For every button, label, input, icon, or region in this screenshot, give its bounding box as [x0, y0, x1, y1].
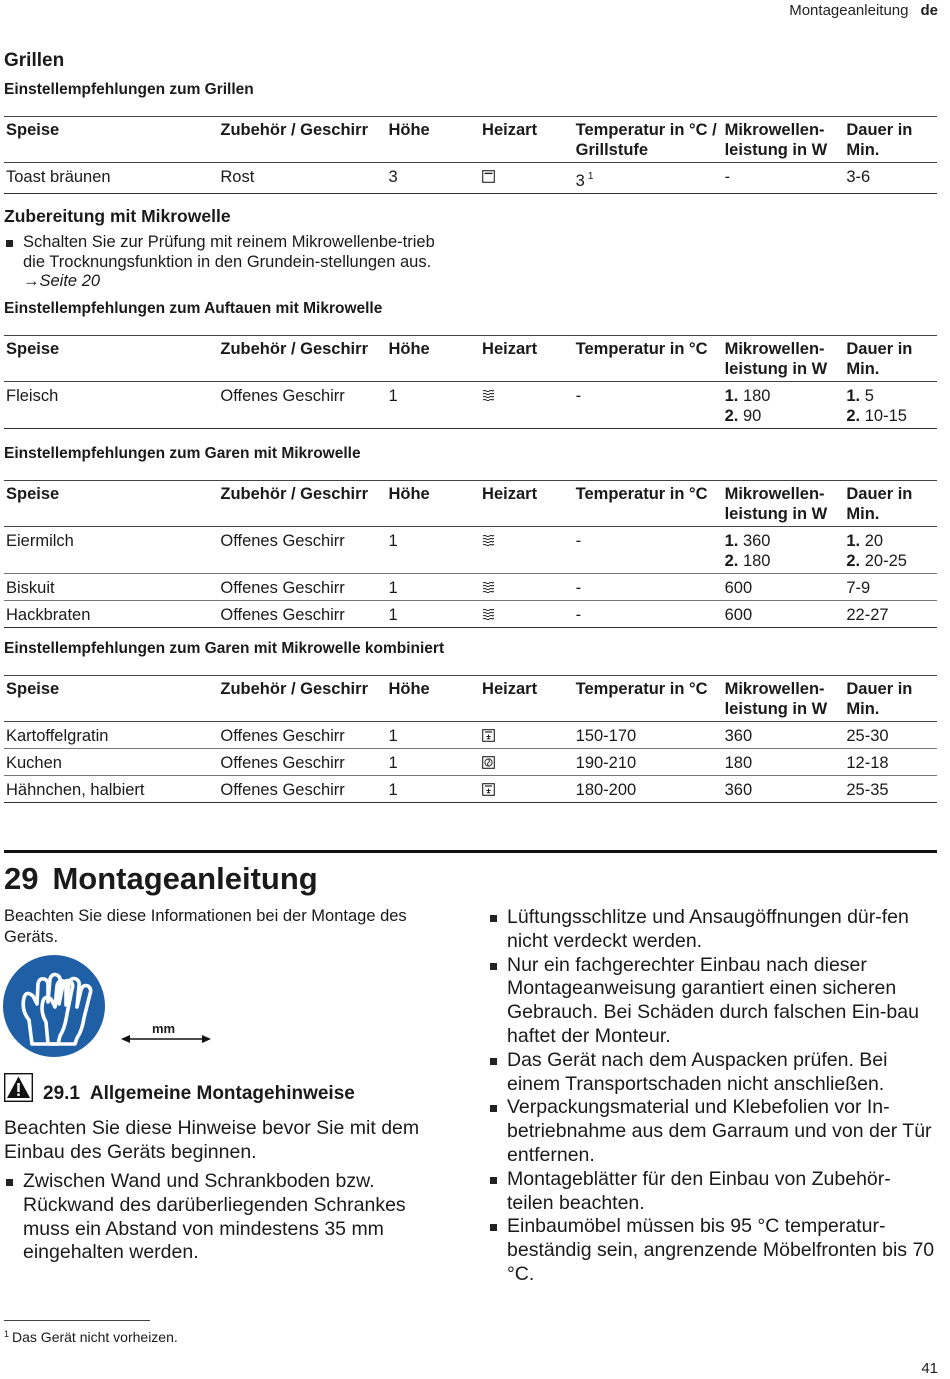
cell-mikrowellenleistung: 600: [723, 574, 845, 601]
table-header-row: [4, 117, 937, 163]
step-value: 20-25: [864, 552, 907, 570]
step-value: 5: [864, 387, 874, 405]
cell-zubehoer: Offenes Geschirr: [218, 776, 386, 803]
cell-temperatur: -: [574, 574, 723, 601]
hot-air-icon: [482, 756, 495, 769]
chapter-divider: [4, 850, 937, 853]
list-item: Verpackungsmaterial und Klebefolien vor In-betriebnahme aus dem Garraum und von der Tür entfernen.: [488, 1096, 937, 1167]
step-value: 360: [742, 532, 771, 550]
cell-dauer: 25-30: [844, 722, 937, 749]
cell-mikrowellenleistung: 360: [723, 722, 845, 749]
cell-speise: Hackbraten: [4, 601, 218, 628]
page-reference-text: Seite 20: [39, 272, 101, 290]
step-value: 10-15: [864, 407, 907, 425]
step-label: 2.: [724, 552, 739, 570]
grill-table: [4, 116, 937, 194]
col-hoehe: Höhe: [386, 336, 480, 382]
grill-heading: Grillen: [4, 50, 65, 71]
microwave-bullet-list: [4, 233, 444, 292]
cell-temperatur: 150-170: [574, 722, 723, 749]
chapter-title: [4, 861, 318, 897]
footnote: [4, 1329, 178, 1345]
table-row: [4, 382, 937, 429]
cell-dauer: 22-27: [844, 601, 937, 628]
col-heizart: Heizart: [480, 481, 574, 527]
col-hoehe: Höhe: [386, 481, 480, 527]
cell-hoehe: 1: [386, 574, 480, 601]
col-zubehoer: Zubehör / Geschirr: [218, 336, 386, 382]
microwave-note: Schalten Sie zur Prüfung mit reinem Mikrowellenbe-trieb die Trocknungsfunktion in den Grundein-stellungen aus.: [23, 233, 435, 271]
table-row: [4, 722, 937, 749]
list-item: Lüftungsschlitze und Ansaugöffnungen dür-fen nicht verdeckt werden.: [488, 906, 937, 954]
step-label: 1.: [724, 387, 739, 405]
footnote-rule: [4, 1320, 150, 1321]
cell-heizart: [480, 527, 574, 574]
defrost-table: [4, 335, 937, 429]
cell-temperatur: [574, 163, 723, 194]
arrow-right-icon: →: [23, 272, 40, 290]
cook-table: [4, 480, 937, 628]
cell-heizart: [480, 722, 574, 749]
cell-zubehoer: Offenes Geschirr: [218, 527, 386, 574]
cook-table-title: Einstellempfehlungen zum Garen mit Mikrowelle: [4, 445, 361, 462]
col-temperatur: Temperatur in °C: [574, 336, 723, 382]
cell-zubehoer: Offenes Geschirr: [218, 749, 386, 776]
col-mikrowellenleistung: Mikrowellen-leistung in W: [723, 676, 845, 722]
col-speise: Speise: [4, 481, 218, 527]
cell-zubehoer: Offenes Geschirr: [218, 382, 386, 429]
cell-mikrowellenleistung: 180: [723, 749, 845, 776]
col-zubehoer: Zubehör / Geschirr: [218, 481, 386, 527]
dimension-unit-label: mm: [152, 1021, 176, 1036]
grill-table-title: Einstellempfehlungen zum Grillen: [4, 81, 254, 98]
combi-table: [4, 675, 937, 803]
cell-temperatur: 190-210: [574, 749, 723, 776]
cell-speise: Fleisch: [4, 382, 218, 429]
combi-table-title: Einstellempfehlungen zum Garen mit Mikrowelle kombiniert: [4, 640, 445, 657]
footnote-mark: 1: [4, 1329, 10, 1339]
col-hoehe: Höhe: [386, 117, 480, 163]
running-header-section: Montageanleitung: [789, 2, 909, 19]
cell-speise: Eiermilch: [4, 527, 218, 574]
section-intro: Beachten Sie diese Hinweise bevor Sie mit dem Einbau des Geräts beginnen.: [4, 1117, 420, 1163]
cell-hoehe: 1: [386, 527, 480, 574]
step-value: 20: [864, 532, 884, 550]
footnote-reference: 1: [587, 171, 594, 182]
list-item: Nur ein fachgerechter Einbau nach dieser Montageanweisung garantiert einen sicheren Gebrauch. Bei Schäden durch falschen Ein-bau haftet der Monteur.: [488, 954, 937, 1049]
col-temperatur: Temperatur in °C: [574, 676, 723, 722]
cell-hoehe: 1: [386, 749, 480, 776]
col-dauer: Dauer in Min.: [844, 481, 937, 527]
cell-hoehe: 1: [386, 601, 480, 628]
cell-heizart: [480, 749, 574, 776]
col-speise: Speise: [4, 676, 218, 722]
grill-icon: [482, 170, 495, 183]
warning-icon: [4, 1073, 33, 1102]
list-item: [4, 233, 444, 292]
col-speise: Speise: [4, 117, 218, 163]
cell-speise: Toast bräunen: [4, 163, 218, 194]
cell-heizart: [480, 601, 574, 628]
grill-fan-icon: [482, 783, 495, 796]
col-temperatur: Temperatur in °C / Grillstufe: [574, 117, 723, 163]
cell-mikrowellenleistung: [723, 527, 845, 574]
page-reference-link[interactable]: [23, 272, 100, 290]
cell-zubehoer: Offenes Geschirr: [218, 601, 386, 628]
col-speise: Speise: [4, 336, 218, 382]
table-header-row: [4, 336, 937, 382]
col-mikrowellenleistung: Mikrowellen-leistung in W: [723, 117, 845, 163]
cell-mikrowellenleistung: [723, 382, 845, 429]
table-row: [4, 749, 937, 776]
step-label: 1.: [846, 532, 861, 550]
step-label: 2.: [724, 407, 739, 425]
cell-hoehe: 3: [386, 163, 480, 194]
cell-temperatur: 180-200: [574, 776, 723, 803]
cell-dauer: 3-6: [844, 163, 937, 194]
cell-dauer: 7-9: [844, 574, 937, 601]
cell-speise: Hähnchen, halbiert: [4, 776, 218, 803]
col-hoehe: Höhe: [386, 676, 480, 722]
microwave-icon: [482, 581, 495, 594]
running-header: [789, 2, 938, 19]
cell-heizart: [480, 382, 574, 429]
col-dauer: Dauer in Min.: [844, 676, 937, 722]
cell-zubehoer: Offenes Geschirr: [218, 574, 386, 601]
col-heizart: Heizart: [480, 676, 574, 722]
wear-gloves-icon: [2, 954, 106, 1058]
microwave-icon: [482, 389, 495, 402]
cell-dauer: 12-18: [844, 749, 937, 776]
microwave-heading: Zubereitung mit Mikrowelle: [4, 206, 231, 226]
col-temperatur: Temperatur in °C: [574, 481, 723, 527]
cell-heizart: [480, 574, 574, 601]
cell-hoehe: 1: [386, 776, 480, 803]
section-number: 29.1: [43, 1083, 80, 1104]
step-value: 180: [742, 552, 771, 570]
col-mikrowellenleistung: Mikrowellen-leistung in W: [723, 481, 845, 527]
cell-dauer: 25-35: [844, 776, 937, 803]
cell-temperatur: -: [574, 527, 723, 574]
col-heizart: Heizart: [480, 117, 574, 163]
col-mikrowellenleistung: Mikrowellen-leistung in W: [723, 336, 845, 382]
grill-fan-icon: [482, 729, 495, 742]
col-zubehoer: Zubehör / Geschirr: [218, 676, 386, 722]
right-bullet-list: [488, 906, 937, 1287]
section-title-text: Allgemeine Montagehinweise: [89, 1083, 355, 1104]
col-dauer: Dauer in Min.: [844, 336, 937, 382]
chapter-intro: Beachten Sie diese Informationen bei der Montage des Geräts.: [4, 907, 407, 946]
cell-temperatur: -: [574, 601, 723, 628]
cell-heizart: [480, 776, 574, 803]
cell-mikrowellenleistung: -: [723, 163, 845, 194]
list-item: Das Gerät nach dem Auspacken prüfen. Bei einem Transportschaden nicht anschließen.: [488, 1049, 937, 1097]
microwave-icon: [482, 534, 495, 547]
cell-mikrowellenleistung: 600: [723, 601, 845, 628]
list-item: Montageblätter für den Einbau von Zubehör-teilen beachten.: [488, 1168, 937, 1216]
col-zubehoer: Zubehör / Geschirr: [218, 117, 386, 163]
step-value: 180: [742, 387, 771, 405]
step-label: 1.: [724, 532, 739, 550]
cell-dauer: [844, 382, 937, 429]
cell-speise: Biskuit: [4, 574, 218, 601]
cell-zubehoer: Rost: [218, 163, 386, 194]
left-bullet-list: [4, 1170, 454, 1265]
running-header-language: de: [920, 2, 938, 19]
col-dauer: Dauer in Min.: [844, 117, 937, 163]
step-value: 90: [742, 407, 762, 425]
cell-hoehe: 1: [386, 722, 480, 749]
table-header-row: [4, 676, 937, 722]
step-label: 2.: [846, 552, 861, 570]
microwave-icon: [482, 608, 495, 621]
cell-zubehoer: Offenes Geschirr: [218, 722, 386, 749]
table-row: [4, 527, 937, 574]
footnote-text: Das Gerät nicht vorheizen.: [12, 1329, 178, 1345]
table-row: [4, 163, 937, 194]
page-number: 41: [921, 1360, 938, 1377]
table-row: [4, 601, 937, 628]
cell-speise: Kartoffelgratin: [4, 722, 218, 749]
step-label: 2.: [846, 407, 861, 425]
cell-speise: Kuchen: [4, 749, 218, 776]
table-row: [4, 574, 937, 601]
step-label: 1.: [846, 387, 861, 405]
chapter-title-text: Montageanleitung: [52, 861, 318, 896]
table-row: [4, 776, 937, 803]
cell-hoehe: 1: [386, 382, 480, 429]
section-title: [43, 1083, 355, 1105]
chapter-number: 29: [4, 861, 39, 896]
cell-dauer: [844, 527, 937, 574]
list-item: Zwischen Wand und Schrankboden bzw. Rückwand des darüberliegenden Schrankes muss ein Abstand von mindestens 35 mm eingehalten werden.: [4, 1170, 454, 1265]
temperature-value: 3: [575, 172, 585, 190]
cell-mikrowellenleistung: 360: [723, 776, 845, 803]
cell-heizart: [480, 163, 574, 194]
col-heizart: Heizart: [480, 336, 574, 382]
list-item: Einbaumöbel müssen bis 95 °C temperatur-beständig sein, angrenzende Möbelfronten bis 70 °C.: [488, 1215, 937, 1286]
cell-temperatur: -: [574, 382, 723, 429]
table-header-row: [4, 481, 937, 527]
defrost-table-title: Einstellempfehlungen zum Auftauen mit Mikrowelle: [4, 300, 383, 317]
